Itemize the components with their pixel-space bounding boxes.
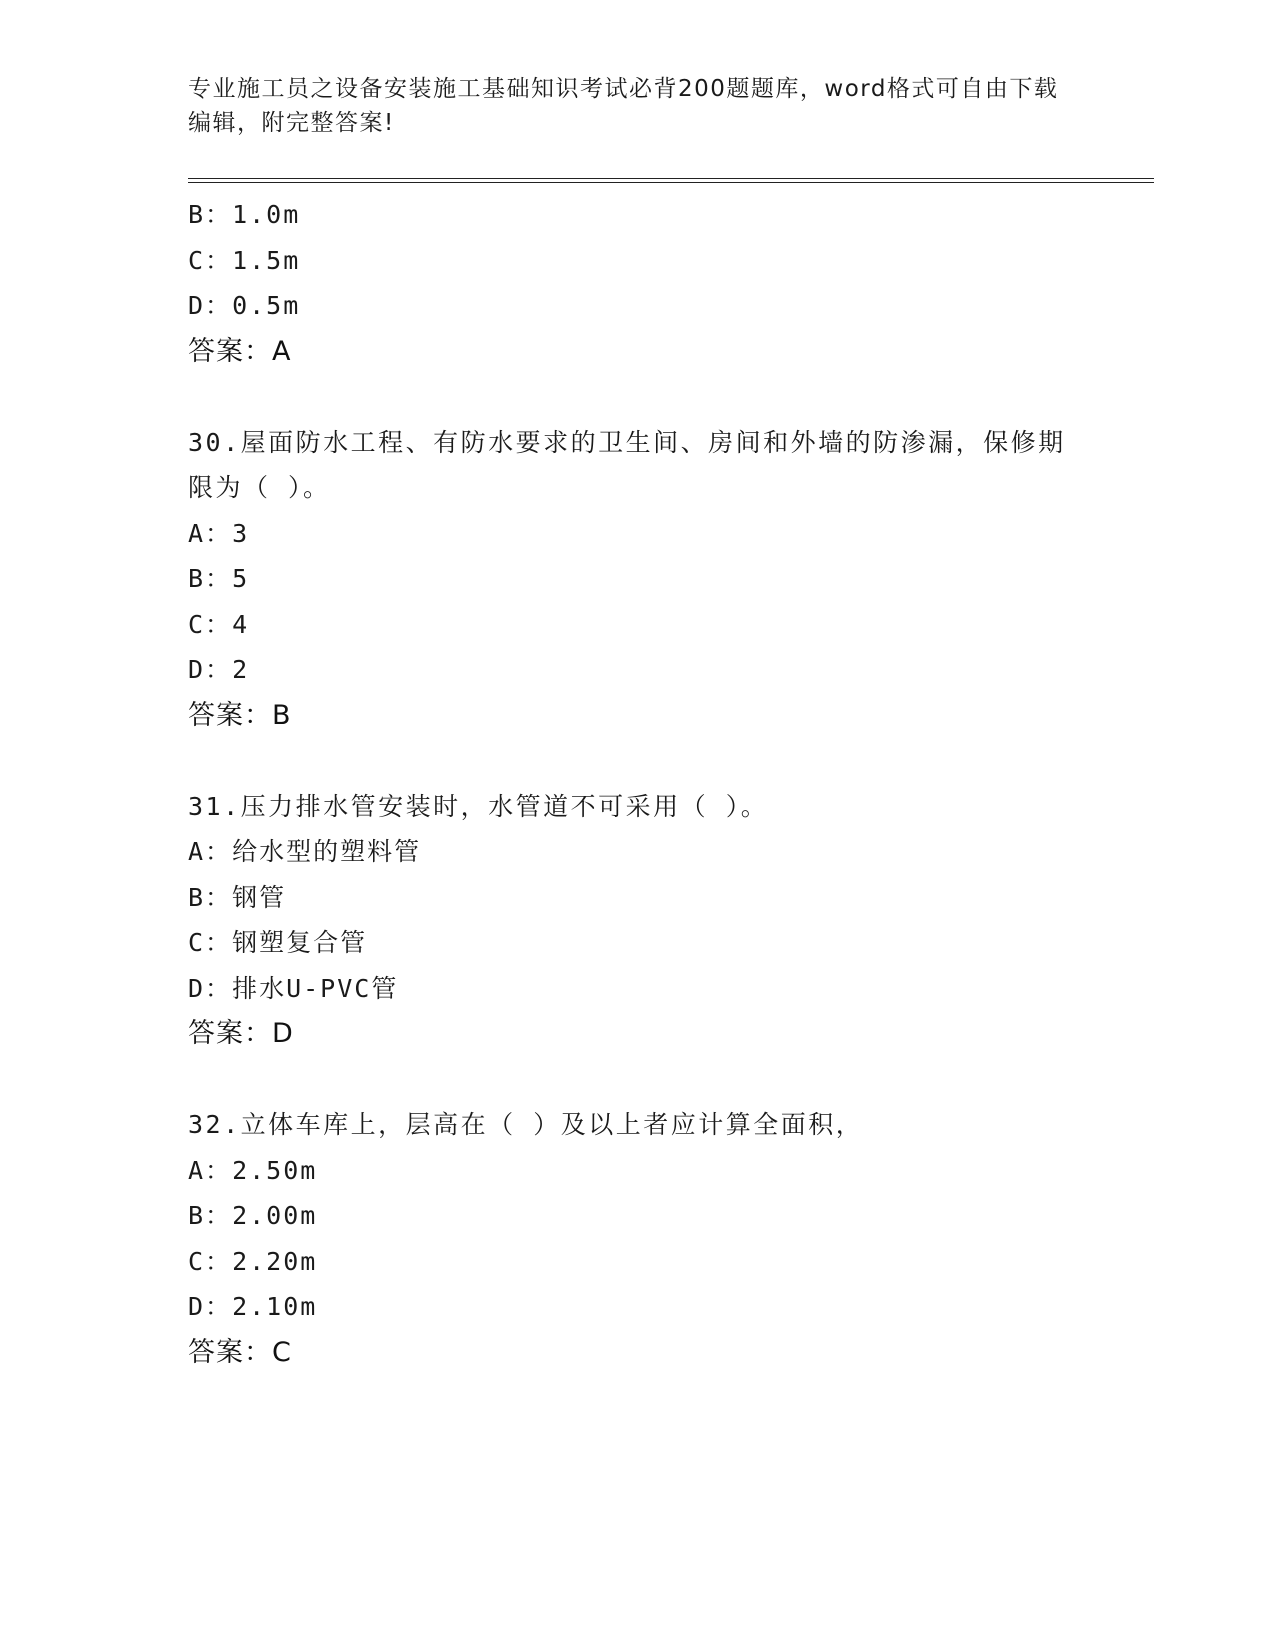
option-line: A：3 <box>188 518 250 548</box>
option-line: D：0.5m <box>188 291 301 320</box>
page-header <box>188 72 1068 140</box>
question-stem: 30.屋面防水工程、有防水要求的卫生间、房间和外墙的防渗漏，保修期限为（ ）。 <box>188 427 1066 502</box>
option-line: B：2.00m <box>188 1201 318 1230</box>
answer-line: 答案：C <box>188 1336 292 1368</box>
question-block <box>188 1102 1088 1375</box>
option-line: D：排水U-PVC管 <box>188 973 399 1003</box>
option-line: C：4 <box>188 609 250 639</box>
option-line: D：2.10m <box>188 1292 318 1321</box>
option-line: A：给水型的塑料管 <box>188 837 422 866</box>
option-line: C：1.5m <box>188 245 301 275</box>
header-divider <box>188 178 1154 183</box>
document-body <box>188 192 1088 1375</box>
question-block <box>188 420 1088 739</box>
continued-question <box>188 192 1088 374</box>
answer-line: 答案：A <box>188 335 292 367</box>
option-line: B：5 <box>188 564 250 593</box>
option-line: C：2.20m <box>188 1246 318 1276</box>
document-title: 专业施工员之设备安装施工基础知识考试必背200题题库，word格式可自由下载编辑，附完整答案! <box>188 76 1059 136</box>
option-line: B：钢管 <box>188 882 287 912</box>
question-stem: 31.压力排水管安装时，水管道不可采用（ ）。 <box>188 791 769 821</box>
question-block <box>188 784 1088 1057</box>
option-line: A：2.50m <box>188 1155 318 1185</box>
option-line: B：1.0m <box>188 200 301 229</box>
option-line: D：2 <box>188 655 250 684</box>
question-stem: 32.立体车库上，层高在（ ）及以上者应计算全面积， <box>188 1110 864 1139</box>
answer-line: 答案：B <box>188 699 292 731</box>
option-line: C：钢塑复合管 <box>188 928 368 957</box>
answer-line: 答案：D <box>188 1018 294 1049</box>
